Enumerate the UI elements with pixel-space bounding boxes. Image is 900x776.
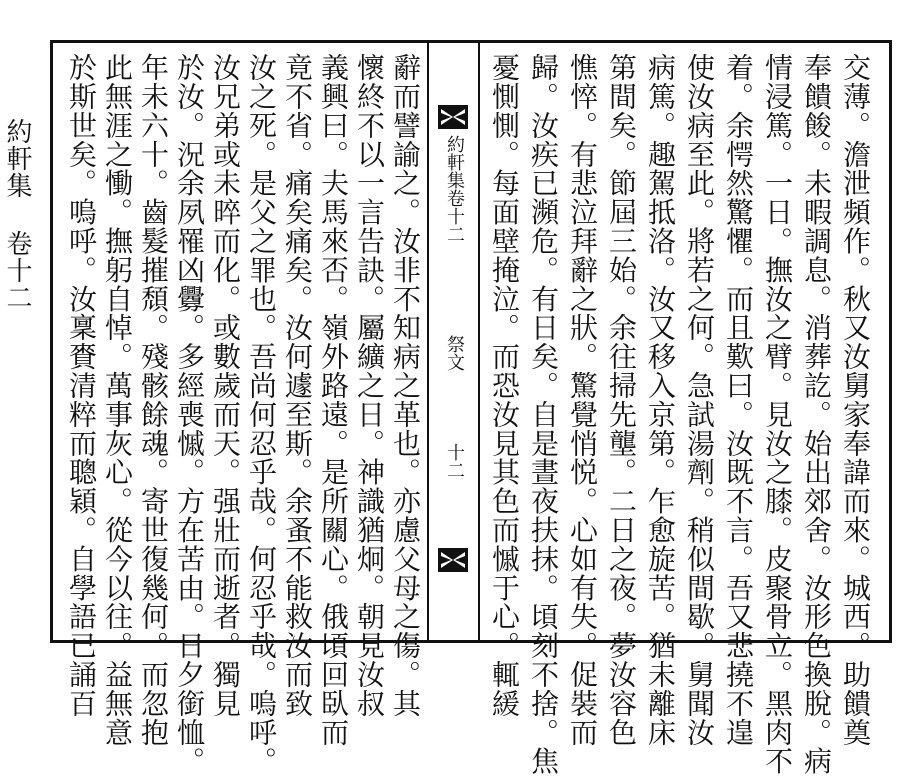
center-section-label: 祭文: [444, 335, 465, 371]
book-page: [50, 40, 892, 776]
text-column: 此無涯之慟。撫躬自悼。萬事灰心。從今以往。益無意: [101, 53, 134, 747]
text-column: 於汝。況余夙罹凶釁。多經喪慽。方在苦由。日夕銜恤。: [173, 53, 206, 776]
gutter-line-left: [427, 43, 429, 640]
text-column: 憔悴。有悲泣拜辭之狀。驚覺悄悦。心如有失。促裝而: [566, 53, 599, 747]
text-column: 病篤。趣駕抵洛。汝又移入京第。乍愈旋苦。猶未離床: [644, 53, 677, 747]
text-column: 奉饋餕。未暇調息。消葬訖。始出郊舍。汝形色換脫。病: [800, 53, 833, 776]
fish-tail-ornament-top: [438, 105, 468, 129]
text-column: 辭而譬諭之。汝非不知病之革也。亦慮父母之傷。其: [389, 53, 422, 718]
text-column: 着。余愕然驚懼。而且歎曰。汝既不言。吾又悲撓不遑: [722, 53, 755, 747]
fish-tail-ornament-bottom: [438, 548, 468, 572]
text-column: 歸。汝疾已瀕危。有日矣。自是晝夜扶抹。頃刻不捨。焦: [527, 53, 560, 776]
text-column: 於斯世矣。嗚呼。汝稟賚清粹而聰穎。自學語已誦百: [65, 53, 98, 718]
side-title: 約軒集 卷十二: [2, 118, 32, 311]
text-column: 交薄。澹泄頻作。秋又汝舅家奉諱而來。城西。助饋奠: [839, 53, 872, 747]
text-column: 懷終不以一言告訣。屬纊之日。神識猶炯。朝見汝叔: [353, 53, 386, 718]
center-page-number: 十二: [444, 443, 465, 479]
text-column: 義興曰。夫馬來否。嶺外路遠。是所關心。俄頃回臥而: [317, 53, 350, 747]
center-book-title: 約軒集卷十二: [444, 135, 465, 243]
text-column: 汝之死。是父之罪也。吾尚何忍乎哉。何忍乎哉。嗚呼。: [245, 53, 278, 776]
gutter-line-right: [478, 43, 480, 640]
text-column: 使汝病至此。將若之何。急試湯劑。稍似間歇。舅聞汝: [683, 53, 716, 747]
text-column: 年未六十。齒髮摧頹。殘骸餘魂。寄世復幾何。而忽抱: [137, 53, 170, 747]
text-column: 情浸篤。一日。撫汝之臂。見汝之膝。皮聚骨立。黑肉不: [761, 53, 794, 776]
text-column: 竟不省。痛矣痛矣。汝何遽至斯。余蚤不能救汝而致: [281, 53, 314, 718]
text-column: 汝兄弟或未晬而化。或數歲而天。强壯而逝者。獨見: [209, 53, 242, 718]
text-column: 憂惻惻。每面壁掩泣。而恐汝見其色而慽于心。輒緩: [488, 53, 521, 718]
text-column: 第間矣。節屆三始。余往掃先壟。二日之夜。夢汝容色: [605, 53, 638, 747]
